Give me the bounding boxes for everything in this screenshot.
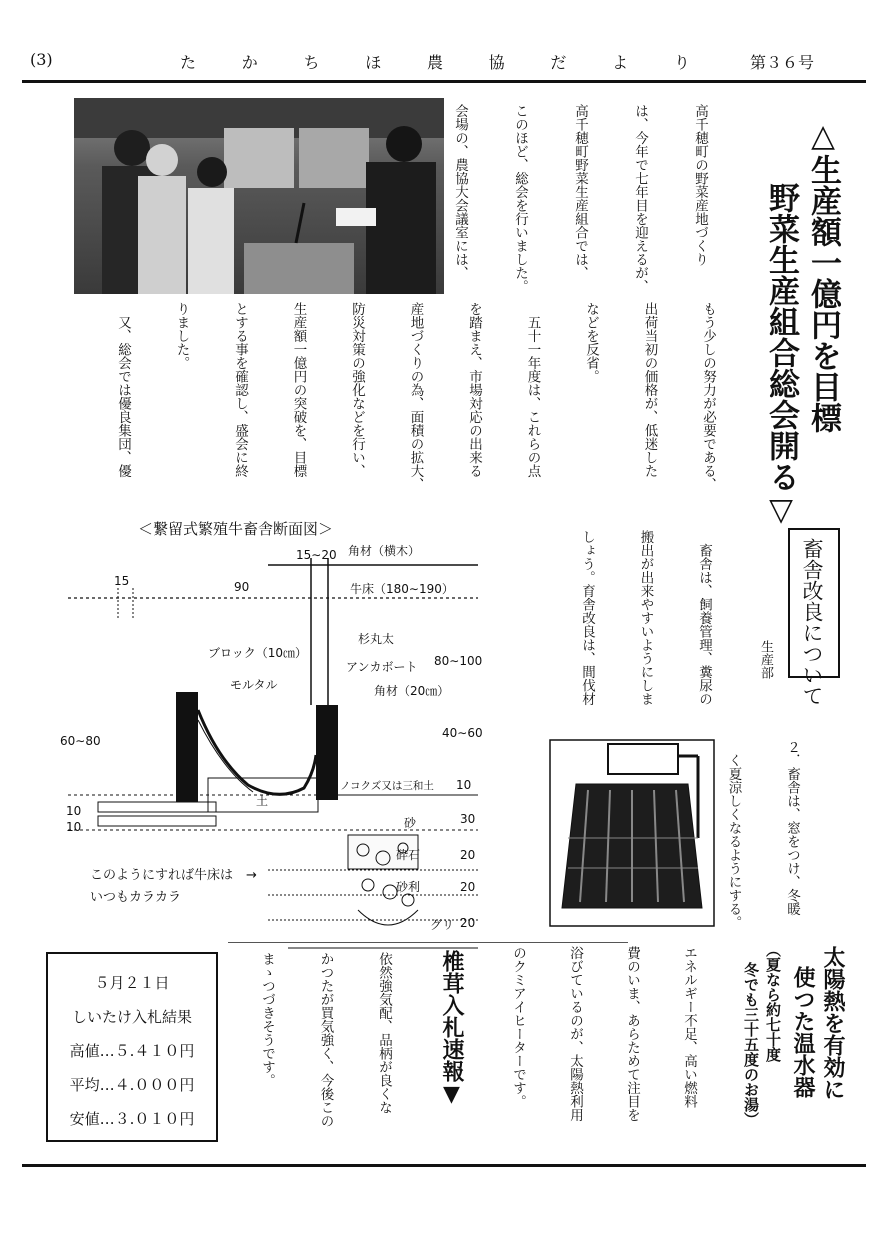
shiitake-low: 安値…３.０１０円 (69, 1110, 195, 1128)
diagram-label-10c: 10 (456, 778, 472, 792)
header-rule (22, 80, 866, 83)
article1-headline-1: △生産額一億円を目標 (805, 118, 841, 433)
article4-body: エネルギー不足、高い燃料 費のいま、あらためて注目を 浴びているのが、太陽熱利用 のクミアイヒーターです。 (510, 946, 697, 1122)
diagram-label-80-100: 80∼100 (434, 654, 483, 668)
diagram-title: ＜繋留式繁殖牛畜舎断面図＞ (138, 520, 334, 538)
diagram-label-90: 90 (234, 580, 250, 594)
diagram-label-suna: 砂 (404, 816, 417, 830)
diagram-label-40-60: 40∼60 (442, 726, 483, 740)
article4-subtitle-1: （夏なら約七十度 (764, 942, 782, 1062)
diagram-label-guri: グリ (430, 918, 455, 932)
article3-title: 椎茸入札速報▼ (439, 950, 464, 1107)
article3-body: 依然強気配、品柄が良くな かつたが買気強く、今後この まゝつづきそうです。 (259, 952, 392, 1128)
diagram-label-tsuchi: 土 (256, 794, 269, 808)
article4-title-1: 太陽熱を有効に (820, 946, 845, 1100)
shiitake-date: ５月２１日 (94, 974, 170, 992)
page-header (0, 0, 888, 90)
diagram-label-kakuzai-yoko: 角材（横木） (348, 544, 421, 558)
diagram-label-gyusho: 牛床（180∼190） (350, 582, 454, 596)
meeting-photo-illustration (74, 98, 444, 294)
diagram-label-mortar: モルタル (230, 678, 278, 692)
diagram-label-kakuzai-20: 角材（20㎝） (374, 684, 450, 698)
meeting-photo (74, 98, 444, 294)
issue-number: 第３６号 (750, 53, 815, 72)
barn-cross-section-diagram (58, 540, 498, 950)
shiitake-average: 平均…４.０００円 (69, 1076, 195, 1094)
article1-headline-2: 野菜生産組合総会開る▽ (763, 182, 799, 528)
shiitake-results-box (46, 952, 218, 1142)
article1-body-upper: 高千穂町の野菜産地づくり は、今年で七年目を迎えるが、 高千穂町野菜生産組合では、 このほど、総会を行いました。 会場の、農協大会議室には、 (452, 104, 708, 293)
article4-title-2: 使つた温水器 (790, 966, 815, 1098)
diagram-label-10b: 10 (66, 820, 82, 834)
diagram-caption-line-2: いつもカラカラ (90, 890, 182, 905)
solar-heater-illustration (548, 738, 716, 928)
diagram-label-10a: 10 (66, 804, 82, 818)
diagram-label-sugi: 杉丸太 (358, 632, 395, 646)
solar-water-heater-icon (548, 738, 716, 928)
diagram-label-30: 30 (460, 812, 476, 826)
footer-rule (22, 1164, 866, 1167)
bottom-divider (228, 942, 628, 943)
diagram-label-15: 15 (114, 574, 130, 588)
article2-author: 生産部 (758, 640, 773, 679)
diagram-caption-line-1: このようにすれば牛床は → (90, 868, 257, 883)
article1-body-lower: もう少しの努力が必要である、 出荷当初の価格が、低迷した などを反省。 五十一年度は、これらの点 を踏まえ、市場対応の出来る 産地づくりの為、面積の拡大、 防災対策の強化などを行い、 生産額一億円の突破を、目標 とする事を確認し、盛会に終 りました。 又、総会では優良集団、優 (115, 302, 716, 491)
page-number: (3) (30, 50, 53, 69)
diagram-label-jari: 砂利 (396, 880, 421, 894)
diagram-label-60-80: 60∼80 (60, 734, 101, 748)
newsletter-title: た か ち ほ 農 協 だ よ り (180, 53, 690, 72)
article2-body-continued: ２．畜舎は、窓をつけ、冬暖 く夏涼しくなるようにする。 (725, 740, 800, 929)
diagram-label-20c: 20 (460, 916, 476, 930)
diagram-label-nokokuzu: ノコクズ又は三和土 (340, 780, 434, 792)
diagram-label-20a: 20 (460, 848, 476, 862)
diagram-label-anchor: アンカボート (346, 660, 418, 674)
article2-body: 畜舎は、飼養管理、糞尿の 搬出が出来やすいようにしま しょう。育舎改良は、間伐材 (579, 530, 712, 706)
diagram-label-saiseki: 砕石 (396, 848, 421, 862)
article2-title-box: 畜舎改良について (788, 528, 840, 678)
shiitake-heading: しいたけ入札結果 (71, 1008, 192, 1026)
article4-subtitle-2: 冬でも三十五度のお湯） (742, 962, 760, 1127)
diagram-label-block: ブロック（10㎝） (208, 646, 308, 660)
shiitake-high: 高値…５.４１０円 (69, 1042, 195, 1060)
diagram-label-15-20: 15∼20 (296, 548, 337, 562)
diagram-label-20b: 20 (460, 880, 476, 894)
